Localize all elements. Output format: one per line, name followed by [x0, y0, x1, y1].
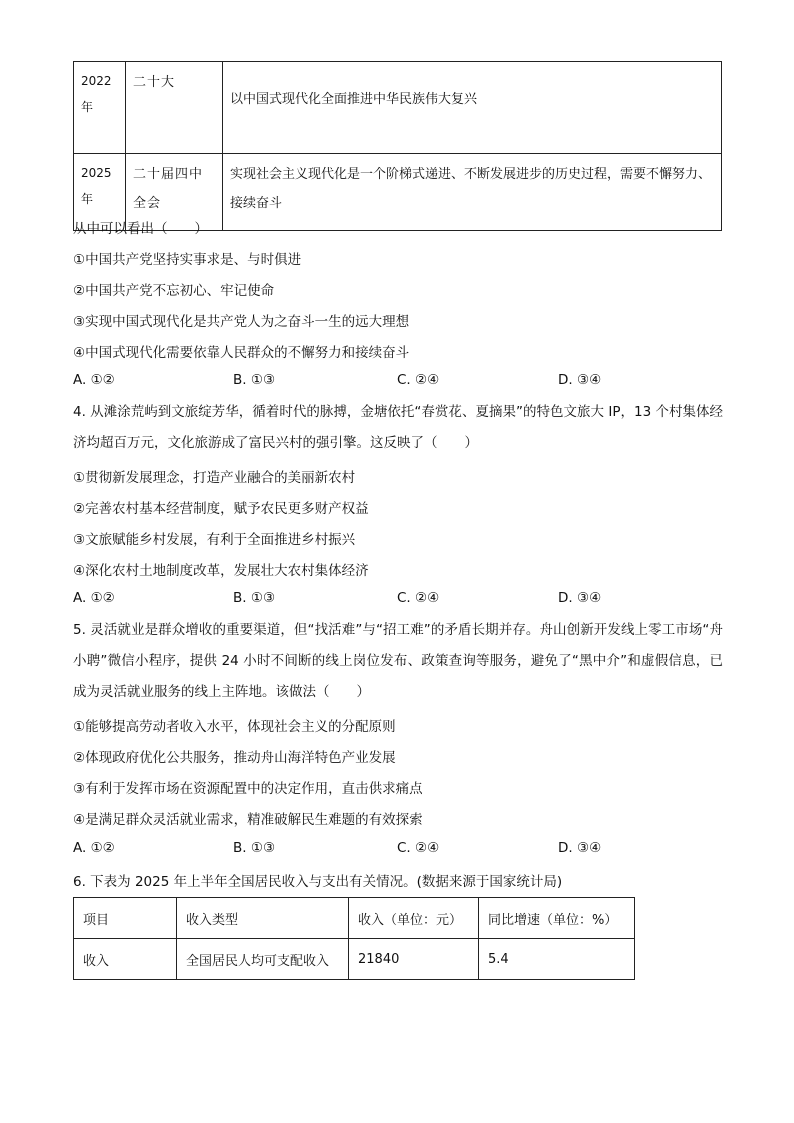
session-cell: 二十大 [126, 62, 223, 154]
option-c[interactable]: C. ②④ [397, 372, 440, 388]
column-header: 收入类型 [177, 898, 349, 939]
table-header-row [74, 898, 635, 939]
option-d[interactable]: D. ③④ [558, 840, 602, 856]
table-cell: 收入 [74, 939, 177, 980]
q4-item-3: ③文旅赋能乡村发展，有利于全面推进乡村振兴 [73, 532, 356, 548]
history-table [73, 61, 722, 231]
q5-stem: 5. 灵活就业是群众增收的重要渠道，但“找活难”与“招工难”的矛盾长期并存。舟山创新开发线上零工市场“舟小聘”微信小程序，提供 24 小时不间断的线上岗位发布、政策查询等服务，避免了“黑中介”和虚假信息，已成为灵活就业服务的线上主阵地。该做法（ ） [73, 622, 723, 700]
option-d[interactable]: D. ③④ [558, 372, 602, 388]
table-cell: 5.4 [479, 939, 635, 980]
content-cell: 实现社会主义现代化是一个阶梯式递进、不断发展进步的历史过程，需要不懈努力、接续奋斗 [223, 154, 722, 231]
option-b[interactable]: B. ①③ [233, 590, 276, 606]
q4-item-4: ④深化农村土地制度改革，发展壮大农村集体经济 [73, 563, 369, 579]
q3-item-3: ③实现中国式现代化是共产党人为之奋斗一生的远大理想 [73, 314, 410, 330]
q5-item-3: ③有利于发挥市场在资源配置中的决定作用，直击供求痛点 [73, 781, 423, 797]
option-c[interactable]: C. ②④ [397, 590, 440, 606]
session-cell: 二十届四中全会 [126, 154, 223, 231]
q3-item-2: ②中国共产党不忘初心、牢记使命 [73, 283, 275, 299]
q6-stem: 6. 下表为 2025 年上半年全国居民收入与支出有关情况。(数据来源于国家统计局) [73, 874, 563, 890]
column-header: 同比增速（单位：%） [479, 898, 635, 939]
column-header: 收入（单位：元） [349, 898, 479, 939]
q4-item-1: ①贯彻新发展理念，打造产业融合的美丽新农村 [73, 470, 356, 486]
q5-item-4: ④是满足群众灵活就业需求，精准破解民生难题的有效探索 [73, 812, 423, 828]
q4-stem: 4. 从滩涂荒屿到文旅绽芳华，循着时代的脉搏，金塘依托“春赏花、夏摘果”的特色文旅大 IP，13 个村集体经济均超百万元，文化旅游成了富民兴村的强引擎。这反映了（ ） [73, 404, 723, 451]
q5-item-2: ②体现政府优化公共服务，推动舟山海洋特色产业发展 [73, 750, 396, 766]
option-b[interactable]: B. ①③ [233, 840, 276, 856]
q3-stem: 从中可以看出（ ） [73, 221, 208, 237]
year-cell: 2022年 [74, 62, 126, 154]
q5-item-1: ①能够提高劳动者收入水平，体现社会主义的分配原则 [73, 719, 396, 735]
q3-item-1: ①中国共产党坚持实事求是、与时俱进 [73, 252, 302, 268]
year-cell: 2025年 [74, 154, 126, 231]
income-table [73, 897, 635, 980]
table-row [74, 62, 722, 154]
option-a[interactable]: A. ①② [73, 590, 115, 606]
table-cell: 21840 [349, 939, 479, 980]
option-a[interactable]: A. ①② [73, 372, 115, 388]
option-d[interactable]: D. ③④ [558, 590, 602, 606]
table-row [74, 939, 635, 980]
q4-item-2: ②完善农村基本经营制度，赋予农民更多财产权益 [73, 501, 369, 517]
column-header: 项目 [74, 898, 177, 939]
option-a[interactable]: A. ①② [73, 840, 115, 856]
q3-item-4: ④中国式现代化需要依靠人民群众的不懈努力和接续奋斗 [73, 345, 410, 361]
option-c[interactable]: C. ②④ [397, 840, 440, 856]
table-cell: 全国居民人均可支配收入 [177, 939, 349, 980]
option-b[interactable]: B. ①③ [233, 372, 276, 388]
content-cell: 以中国式现代化全面推进中华民族伟大复兴 [223, 62, 722, 154]
